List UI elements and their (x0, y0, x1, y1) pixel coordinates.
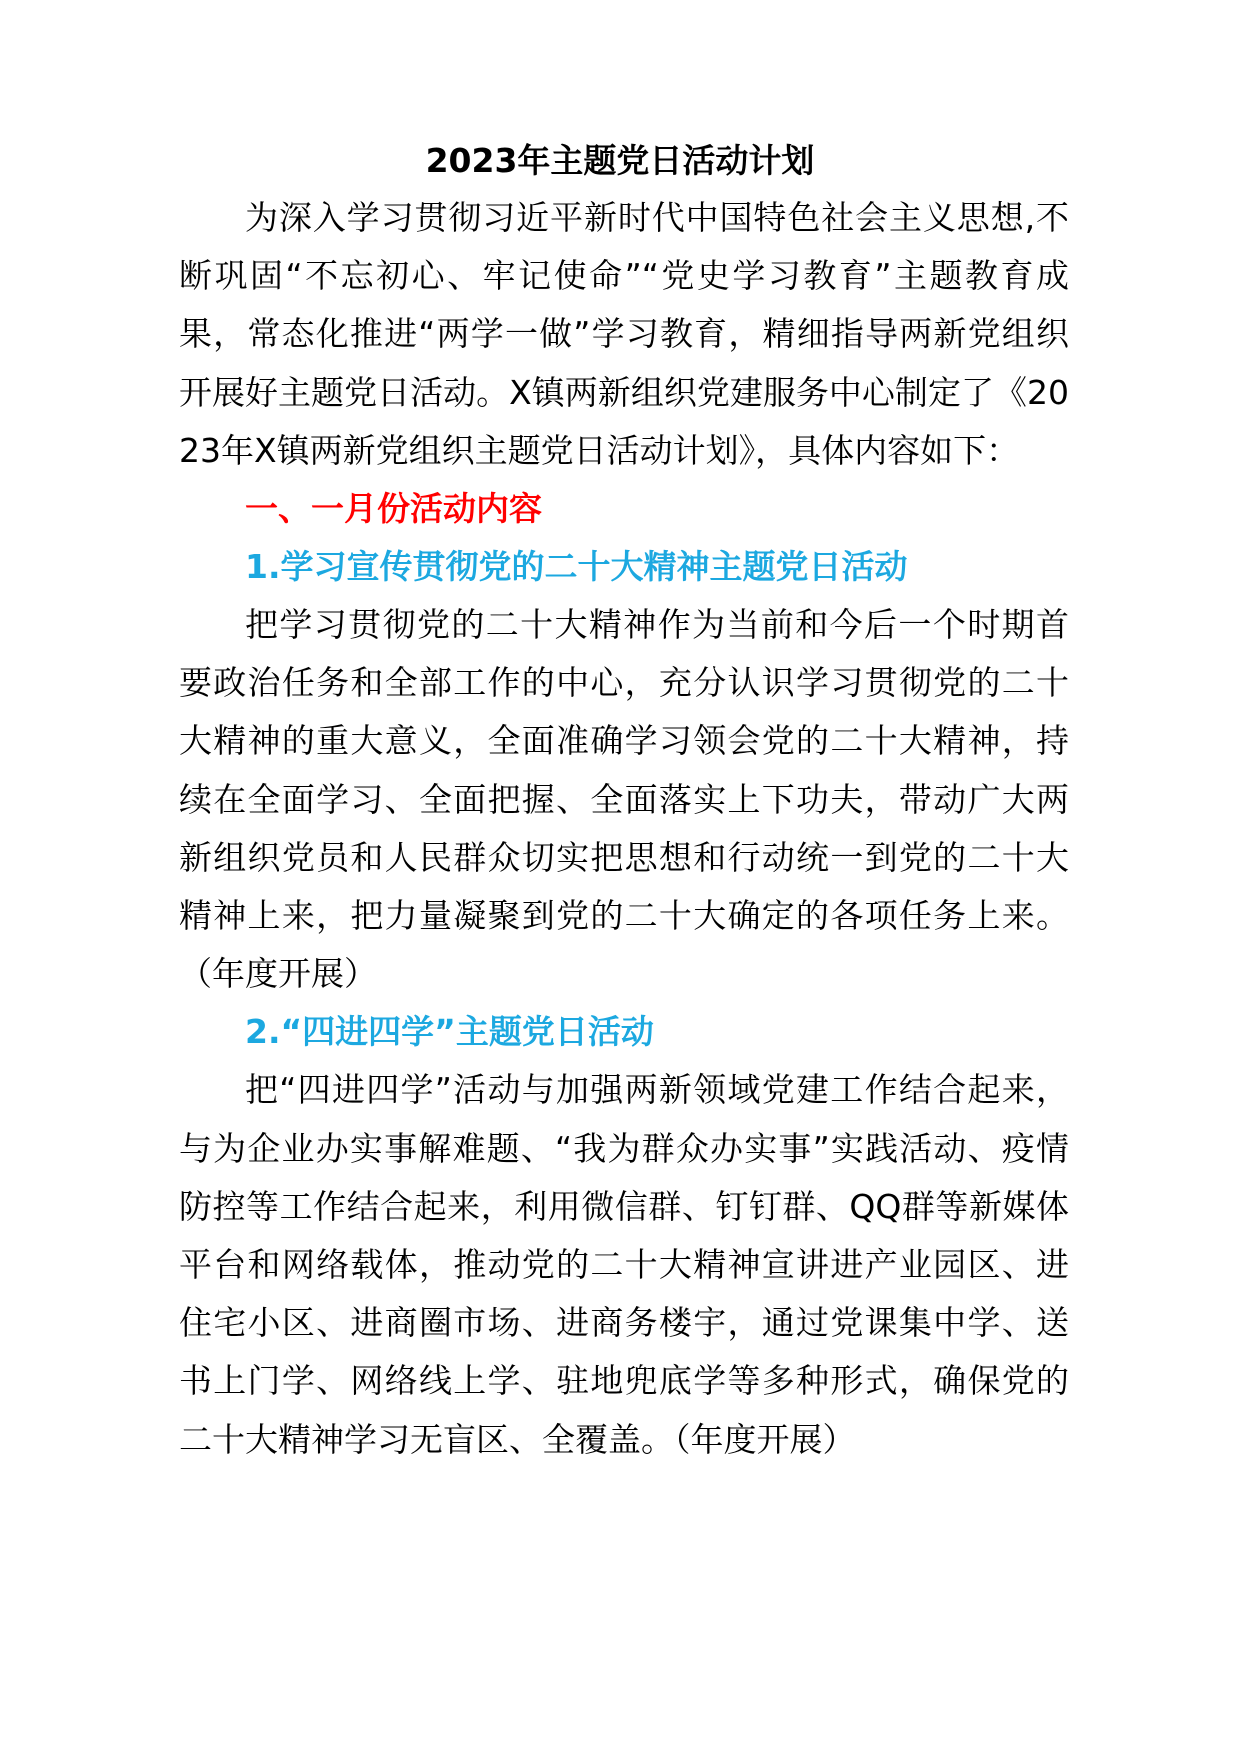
item-heading-2: 2.“四进四学”主题党日活动 (245, 1012, 654, 1052)
document-body (179, 189, 1069, 1469)
intro-paragraph: 为深入学习贯彻习近平新时代中国特色社会主义思想,不断巩固“不忘初心、牢记使命”“党史学习教育”主题教育成果，常态化推进“两学一做”学习教育，精细指导两新党组织开展好主题党日活动。X镇两新组织党建服务中心制定了《2023年X镇两新党组织主题党日活动计划》，具体内容如下： (179, 198, 1069, 470)
section-heading-january: 一、一月份活动内容 (245, 489, 542, 529)
item-body-1: 把学习贯彻党的二十大精神作为当前和今后一个时期首要政治任务和全部工作的中心，充分认识学习贯彻党的二十大精神的重大意义，全面准确学习领会党的二十大精神，持续在全面学习、全面把握、全面落实上下功夫，带动广大两新组织党员和人民群众切实把思想和行动统一到党的二十大精神上来，把力量凝聚到党的二十大确定的各项任务上来。（年度开展） (179, 605, 1069, 994)
item-body-2: 把“四进四学”活动与加强两新领域党建工作结合起来，与为企业办实事解难题、“我为群众办实事”实践活动、疫情防控等工作结合起来，利用微信群、钉钉群、QQ群等新媒体平台和网络载体，推动党的二十大精神宣讲进产业园区、进住宅小区、进商圈市场、进商务楼宇，通过党课集中学、送书上门学、网络线上学、驻地兜底学等多种形式，确保党的二十大精神学习无盲区、全覆盖。（年度开展） (179, 1070, 1069, 1459)
document-title: 2023年主题党日活动计划 (425, 141, 815, 180)
item-heading-1: 1.学习宣传贯彻党的二十大精神主题党日活动 (245, 547, 908, 587)
